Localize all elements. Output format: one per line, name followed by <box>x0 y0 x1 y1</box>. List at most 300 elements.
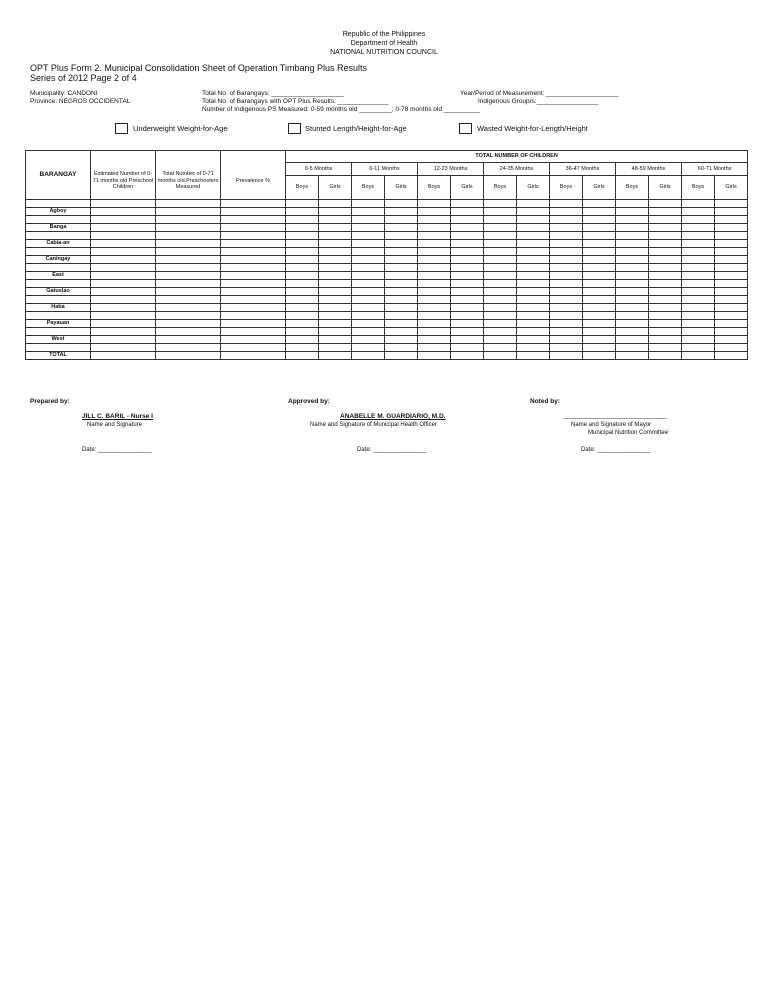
data-cell[interactable] <box>91 304 156 312</box>
data-cell[interactable] <box>550 352 583 360</box>
data-cell[interactable] <box>682 344 715 352</box>
data-cell[interactable] <box>550 200 583 208</box>
data-cell[interactable] <box>451 200 484 208</box>
data-cell[interactable] <box>616 296 649 304</box>
data-cell[interactable] <box>715 200 748 208</box>
data-cell[interactable] <box>286 320 319 328</box>
data-cell[interactable] <box>715 240 748 248</box>
data-cell[interactable] <box>616 304 649 312</box>
data-cell[interactable] <box>649 240 682 248</box>
data-cell[interactable] <box>319 216 352 224</box>
data-cell[interactable] <box>221 208 286 216</box>
data-cell[interactable] <box>319 336 352 344</box>
data-cell[interactable] <box>156 352 221 360</box>
data-cell[interactable] <box>517 216 550 224</box>
data-cell[interactable] <box>451 320 484 328</box>
data-cell[interactable] <box>91 216 156 224</box>
data-cell[interactable] <box>319 248 352 256</box>
data-cell[interactable] <box>91 336 156 344</box>
data-cell[interactable] <box>550 232 583 240</box>
data-cell[interactable] <box>484 320 517 328</box>
data-cell[interactable] <box>550 296 583 304</box>
data-cell[interactable] <box>583 336 616 344</box>
data-cell[interactable] <box>352 272 385 280</box>
data-cell[interactable] <box>550 320 583 328</box>
data-cell[interactable] <box>451 216 484 224</box>
data-cell[interactable] <box>682 328 715 336</box>
data-cell[interactable] <box>286 280 319 288</box>
data-cell[interactable] <box>156 296 221 304</box>
data-cell[interactable] <box>682 224 715 232</box>
data-cell[interactable] <box>286 264 319 272</box>
data-cell[interactable] <box>649 328 682 336</box>
wasted-checkbox[interactable] <box>459 123 472 134</box>
data-cell[interactable] <box>517 200 550 208</box>
data-cell[interactable] <box>286 240 319 248</box>
data-cell[interactable] <box>156 288 221 296</box>
data-cell[interactable] <box>715 288 748 296</box>
data-cell[interactable] <box>221 232 286 240</box>
data-cell[interactable] <box>91 240 156 248</box>
data-cell[interactable] <box>156 272 221 280</box>
data-cell[interactable] <box>484 328 517 336</box>
data-cell[interactable] <box>319 344 352 352</box>
data-cell[interactable] <box>616 280 649 288</box>
data-cell[interactable] <box>715 208 748 216</box>
data-cell[interactable] <box>682 208 715 216</box>
data-cell[interactable] <box>156 264 221 272</box>
data-cell[interactable] <box>682 200 715 208</box>
data-cell[interactable] <box>616 344 649 352</box>
data-cell[interactable] <box>682 312 715 320</box>
data-cell[interactable] <box>517 232 550 240</box>
data-cell[interactable] <box>616 208 649 216</box>
data-cell[interactable] <box>682 256 715 264</box>
data-cell[interactable] <box>649 224 682 232</box>
data-cell[interactable] <box>91 248 156 256</box>
data-cell[interactable] <box>715 216 748 224</box>
data-cell[interactable] <box>451 344 484 352</box>
data-cell[interactable] <box>352 208 385 216</box>
data-cell[interactable] <box>550 312 583 320</box>
data-cell[interactable] <box>352 264 385 272</box>
data-cell[interactable] <box>156 336 221 344</box>
data-cell[interactable] <box>715 336 748 344</box>
data-cell[interactable] <box>319 200 352 208</box>
data-cell[interactable] <box>583 272 616 280</box>
data-cell[interactable] <box>91 232 156 240</box>
data-cell[interactable] <box>319 320 352 328</box>
data-cell[interactable] <box>451 208 484 216</box>
data-cell[interactable] <box>385 312 418 320</box>
data-cell[interactable] <box>319 264 352 272</box>
data-cell[interactable] <box>221 312 286 320</box>
data-cell[interactable] <box>352 248 385 256</box>
data-cell[interactable] <box>583 312 616 320</box>
data-cell[interactable] <box>682 320 715 328</box>
data-cell[interactable] <box>221 272 286 280</box>
data-cell[interactable] <box>484 248 517 256</box>
data-cell[interactable] <box>91 264 156 272</box>
data-cell[interactable] <box>484 280 517 288</box>
data-cell[interactable] <box>286 296 319 304</box>
data-cell[interactable] <box>352 304 385 312</box>
data-cell[interactable] <box>352 224 385 232</box>
data-cell[interactable] <box>682 280 715 288</box>
data-cell[interactable] <box>221 288 286 296</box>
data-cell[interactable] <box>616 272 649 280</box>
data-cell[interactable] <box>418 224 451 232</box>
data-cell[interactable] <box>583 216 616 224</box>
data-cell[interactable] <box>649 208 682 216</box>
data-cell[interactable] <box>352 336 385 344</box>
data-cell[interactable] <box>484 216 517 224</box>
data-cell[interactable] <box>91 208 156 216</box>
data-cell[interactable] <box>616 336 649 344</box>
data-cell[interactable] <box>550 272 583 280</box>
data-cell[interactable] <box>352 256 385 264</box>
data-cell[interactable] <box>550 288 583 296</box>
data-cell[interactable] <box>286 208 319 216</box>
data-cell[interactable] <box>616 216 649 224</box>
data-cell[interactable] <box>484 224 517 232</box>
data-cell[interactable] <box>451 232 484 240</box>
data-cell[interactable] <box>649 312 682 320</box>
data-cell[interactable] <box>583 288 616 296</box>
data-cell[interactable] <box>517 344 550 352</box>
data-cell[interactable] <box>484 264 517 272</box>
data-cell[interactable] <box>91 344 156 352</box>
data-cell[interactable] <box>156 224 221 232</box>
data-cell[interactable] <box>418 328 451 336</box>
data-cell[interactable] <box>517 288 550 296</box>
data-cell[interactable] <box>91 280 156 288</box>
data-cell[interactable] <box>484 312 517 320</box>
data-cell[interactable] <box>583 224 616 232</box>
data-cell[interactable] <box>451 304 484 312</box>
data-cell[interactable] <box>156 344 221 352</box>
data-cell[interactable] <box>649 272 682 280</box>
data-cell[interactable] <box>550 208 583 216</box>
data-cell[interactable] <box>352 288 385 296</box>
data-cell[interactable] <box>385 256 418 264</box>
data-cell[interactable] <box>517 240 550 248</box>
data-cell[interactable] <box>156 248 221 256</box>
data-cell[interactable] <box>649 336 682 344</box>
data-cell[interactable] <box>517 224 550 232</box>
data-cell[interactable] <box>385 296 418 304</box>
data-cell[interactable] <box>385 232 418 240</box>
data-cell[interactable] <box>715 248 748 256</box>
data-cell[interactable] <box>682 304 715 312</box>
data-cell[interactable] <box>682 264 715 272</box>
data-cell[interactable] <box>385 200 418 208</box>
data-cell[interactable] <box>583 280 616 288</box>
data-cell[interactable] <box>616 352 649 360</box>
data-cell[interactable] <box>156 208 221 216</box>
data-cell[interactable] <box>156 232 221 240</box>
data-cell[interactable] <box>385 240 418 248</box>
data-cell[interactable] <box>583 304 616 312</box>
data-cell[interactable] <box>91 272 156 280</box>
data-cell[interactable] <box>517 264 550 272</box>
data-cell[interactable] <box>221 248 286 256</box>
data-cell[interactable] <box>583 320 616 328</box>
data-cell[interactable] <box>385 344 418 352</box>
data-cell[interactable] <box>418 272 451 280</box>
data-cell[interactable] <box>517 272 550 280</box>
data-cell[interactable] <box>286 200 319 208</box>
data-cell[interactable] <box>682 272 715 280</box>
data-cell[interactable] <box>451 248 484 256</box>
data-cell[interactable] <box>517 352 550 360</box>
data-cell[interactable] <box>286 216 319 224</box>
data-cell[interactable] <box>517 320 550 328</box>
data-cell[interactable] <box>715 296 748 304</box>
data-cell[interactable] <box>616 240 649 248</box>
data-cell[interactable] <box>418 352 451 360</box>
stunted-checkbox[interactable] <box>288 123 301 134</box>
data-cell[interactable] <box>221 296 286 304</box>
data-cell[interactable] <box>451 296 484 304</box>
data-cell[interactable] <box>583 248 616 256</box>
data-cell[interactable] <box>385 224 418 232</box>
data-cell[interactable] <box>715 280 748 288</box>
data-cell[interactable] <box>286 312 319 320</box>
data-cell[interactable] <box>550 328 583 336</box>
data-cell[interactable] <box>418 256 451 264</box>
data-cell[interactable] <box>649 280 682 288</box>
noted-date-field[interactable]: Date: ________________ <box>581 447 651 453</box>
data-cell[interactable] <box>418 336 451 344</box>
data-cell[interactable] <box>221 216 286 224</box>
data-cell[interactable] <box>484 200 517 208</box>
data-cell[interactable] <box>649 264 682 272</box>
data-cell[interactable] <box>385 248 418 256</box>
data-cell[interactable] <box>286 288 319 296</box>
data-cell[interactable] <box>352 240 385 248</box>
data-cell[interactable] <box>484 240 517 248</box>
data-cell[interactable] <box>451 224 484 232</box>
data-cell[interactable] <box>715 272 748 280</box>
data-cell[interactable] <box>221 264 286 272</box>
data-cell[interactable] <box>352 320 385 328</box>
data-cell[interactable] <box>649 248 682 256</box>
data-cell[interactable] <box>352 328 385 336</box>
data-cell[interactable] <box>286 336 319 344</box>
data-cell[interactable] <box>286 352 319 360</box>
data-cell[interactable] <box>319 296 352 304</box>
data-cell[interactable] <box>91 200 156 208</box>
data-cell[interactable] <box>484 272 517 280</box>
data-cell[interactable] <box>221 336 286 344</box>
data-cell[interactable] <box>352 232 385 240</box>
data-cell[interactable] <box>221 328 286 336</box>
data-cell[interactable] <box>319 304 352 312</box>
data-cell[interactable] <box>319 224 352 232</box>
data-cell[interactable] <box>319 352 352 360</box>
data-cell[interactable] <box>451 312 484 320</box>
data-cell[interactable] <box>517 304 550 312</box>
data-cell[interactable] <box>583 200 616 208</box>
data-cell[interactable] <box>385 328 418 336</box>
prepared-date-field[interactable]: Date: ________________ <box>82 447 152 453</box>
data-cell[interactable] <box>616 288 649 296</box>
data-cell[interactable] <box>418 248 451 256</box>
data-cell[interactable] <box>517 312 550 320</box>
data-cell[interactable] <box>156 256 221 264</box>
data-cell[interactable] <box>385 280 418 288</box>
data-cell[interactable] <box>649 320 682 328</box>
data-cell[interactable] <box>616 200 649 208</box>
data-cell[interactable] <box>715 312 748 320</box>
data-cell[interactable] <box>286 272 319 280</box>
data-cell[interactable] <box>286 344 319 352</box>
data-cell[interactable] <box>319 312 352 320</box>
data-cell[interactable] <box>221 256 286 264</box>
data-cell[interactable] <box>550 264 583 272</box>
data-cell[interactable] <box>418 280 451 288</box>
data-cell[interactable] <box>91 256 156 264</box>
data-cell[interactable] <box>286 256 319 264</box>
data-cell[interactable] <box>221 280 286 288</box>
data-cell[interactable] <box>649 296 682 304</box>
data-cell[interactable] <box>484 296 517 304</box>
data-cell[interactable] <box>550 344 583 352</box>
data-cell[interactable] <box>715 328 748 336</box>
data-cell[interactable] <box>418 320 451 328</box>
data-cell[interactable] <box>286 248 319 256</box>
data-cell[interactable] <box>91 320 156 328</box>
approved-date-field[interactable]: Date: ________________ <box>357 447 427 453</box>
data-cell[interactable] <box>616 320 649 328</box>
data-cell[interactable] <box>451 328 484 336</box>
data-cell[interactable] <box>517 208 550 216</box>
data-cell[interactable] <box>319 272 352 280</box>
data-cell[interactable] <box>221 224 286 232</box>
data-cell[interactable] <box>649 304 682 312</box>
data-cell[interactable] <box>517 336 550 344</box>
data-cell[interactable] <box>418 232 451 240</box>
data-cell[interactable] <box>649 288 682 296</box>
data-cell[interactable] <box>385 264 418 272</box>
data-cell[interactable] <box>517 296 550 304</box>
data-cell[interactable] <box>517 328 550 336</box>
data-cell[interactable] <box>319 256 352 264</box>
data-cell[interactable] <box>550 304 583 312</box>
data-cell[interactable] <box>616 232 649 240</box>
data-cell[interactable] <box>484 304 517 312</box>
data-cell[interactable] <box>682 352 715 360</box>
data-cell[interactable] <box>484 344 517 352</box>
data-cell[interactable] <box>156 200 221 208</box>
data-cell[interactable] <box>550 240 583 248</box>
data-cell[interactable] <box>91 312 156 320</box>
data-cell[interactable] <box>616 328 649 336</box>
data-cell[interactable] <box>286 304 319 312</box>
data-cell[interactable] <box>319 328 352 336</box>
data-cell[interactable] <box>682 336 715 344</box>
data-cell[interactable] <box>550 216 583 224</box>
data-cell[interactable] <box>319 208 352 216</box>
data-cell[interactable] <box>286 232 319 240</box>
data-cell[interactable] <box>156 328 221 336</box>
data-cell[interactable] <box>451 272 484 280</box>
data-cell[interactable] <box>418 304 451 312</box>
data-cell[interactable] <box>583 256 616 264</box>
data-cell[interactable] <box>221 200 286 208</box>
data-cell[interactable] <box>682 216 715 224</box>
data-cell[interactable] <box>583 232 616 240</box>
data-cell[interactable] <box>451 256 484 264</box>
data-cell[interactable] <box>156 320 221 328</box>
data-cell[interactable] <box>319 240 352 248</box>
data-cell[interactable] <box>715 352 748 360</box>
data-cell[interactable] <box>451 288 484 296</box>
data-cell[interactable] <box>352 312 385 320</box>
data-cell[interactable] <box>517 248 550 256</box>
data-cell[interactable] <box>286 224 319 232</box>
data-cell[interactable] <box>385 208 418 216</box>
data-cell[interactable] <box>385 288 418 296</box>
data-cell[interactable] <box>221 320 286 328</box>
data-cell[interactable] <box>682 240 715 248</box>
data-cell[interactable] <box>352 200 385 208</box>
data-cell[interactable] <box>319 288 352 296</box>
data-cell[interactable] <box>649 200 682 208</box>
data-cell[interactable] <box>451 264 484 272</box>
data-cell[interactable] <box>221 304 286 312</box>
data-cell[interactable] <box>583 344 616 352</box>
data-cell[interactable] <box>418 208 451 216</box>
data-cell[interactable] <box>418 344 451 352</box>
data-cell[interactable] <box>221 352 286 360</box>
data-cell[interactable] <box>616 248 649 256</box>
data-cell[interactable] <box>385 216 418 224</box>
data-cell[interactable] <box>91 224 156 232</box>
data-cell[interactable] <box>649 256 682 264</box>
data-cell[interactable] <box>352 296 385 304</box>
data-cell[interactable] <box>583 352 616 360</box>
data-cell[interactable] <box>156 280 221 288</box>
data-cell[interactable] <box>418 264 451 272</box>
data-cell[interactable] <box>715 264 748 272</box>
data-cell[interactable] <box>319 280 352 288</box>
data-cell[interactable] <box>616 264 649 272</box>
data-cell[interactable] <box>91 296 156 304</box>
data-cell[interactable] <box>715 320 748 328</box>
data-cell[interactable] <box>517 256 550 264</box>
data-cell[interactable] <box>385 304 418 312</box>
data-cell[interactable] <box>517 280 550 288</box>
data-cell[interactable] <box>649 216 682 224</box>
data-cell[interactable] <box>715 304 748 312</box>
data-cell[interactable] <box>418 200 451 208</box>
data-cell[interactable] <box>352 216 385 224</box>
data-cell[interactable] <box>484 352 517 360</box>
data-cell[interactable] <box>221 240 286 248</box>
data-cell[interactable] <box>385 272 418 280</box>
data-cell[interactable] <box>385 320 418 328</box>
data-cell[interactable] <box>649 232 682 240</box>
data-cell[interactable] <box>451 240 484 248</box>
data-cell[interactable] <box>583 296 616 304</box>
data-cell[interactable] <box>352 280 385 288</box>
data-cell[interactable] <box>385 336 418 344</box>
data-cell[interactable] <box>715 256 748 264</box>
data-cell[interactable] <box>286 328 319 336</box>
data-cell[interactable] <box>583 208 616 216</box>
